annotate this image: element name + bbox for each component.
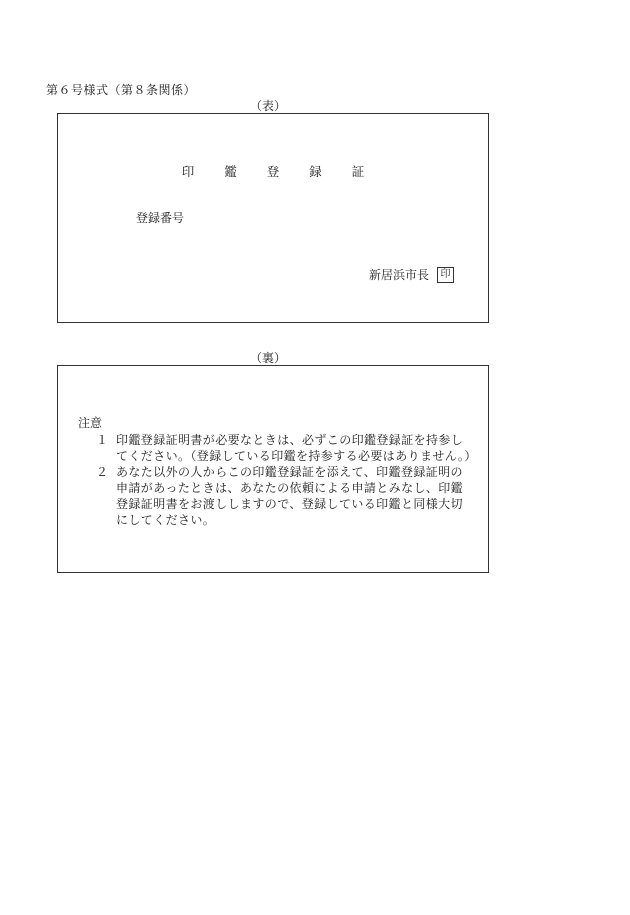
note-text: 印鑑登録証明書が必要なときは、必ずこの印鑑登録証を持参してください。（登録している印鑑を持参する必要はありません。） <box>116 433 477 463</box>
note-item <box>78 432 477 464</box>
note-number: １ <box>95 433 108 447</box>
notes-heading: 注意 <box>78 416 103 430</box>
certificate-title-char: 録 <box>309 164 322 179</box>
note-number: ２ <box>95 465 108 479</box>
notes-section <box>78 415 477 528</box>
form-number-header: 第６号様式（第８条関係） <box>46 83 197 97</box>
registration-number-label: 登録番号 <box>136 211 185 225</box>
note-text: あなた以外の人からこの印鑑登録証を添えて、印鑑登録証明の申請があったときは、あなたの依頼による申請とみなし、印鑑登録証明書をお渡ししますので、登録している印鑑と同様大切にしてください。 <box>116 465 464 527</box>
front-side-label: （表） <box>249 99 286 113</box>
back-side-label: （裏） <box>249 351 286 365</box>
certificate-title-char: 証 <box>351 164 365 179</box>
issuer-line <box>369 266 454 283</box>
seal-mark: 印 <box>437 267 454 283</box>
certificate-back-card <box>57 365 489 573</box>
certificate-title <box>58 162 488 180</box>
issuer-name: 新居浜市長 <box>368 268 429 282</box>
certificate-title-char: 登 <box>266 164 280 179</box>
note-item <box>78 464 473 528</box>
certificate-front-card <box>57 113 489 323</box>
certificate-title-char: 鑑 <box>224 164 237 179</box>
certificate-title-char: 印 <box>181 164 195 179</box>
